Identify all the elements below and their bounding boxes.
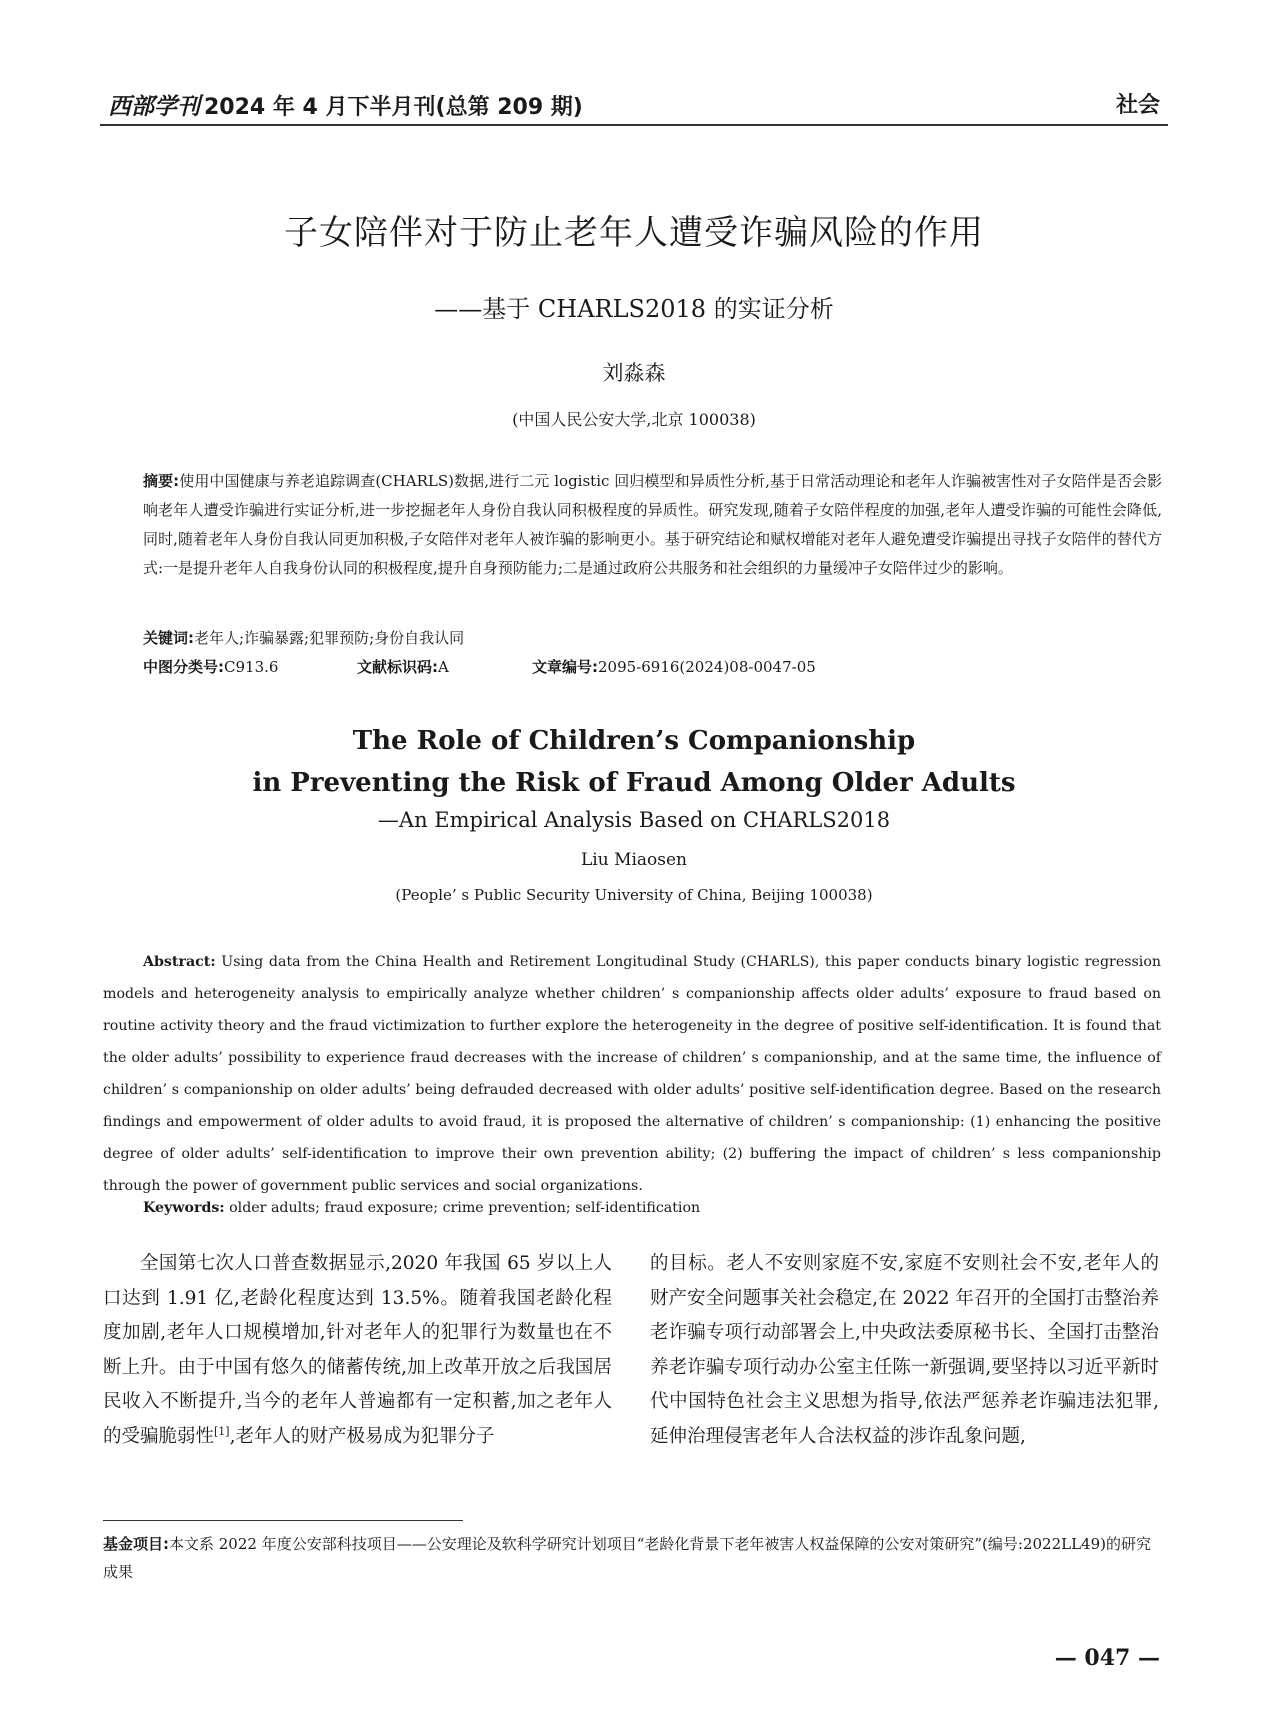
en-affiliation: (People’ s Public Security University of China, Beijing 100038) [395,886,873,904]
doc-code-group [357,656,532,677]
cn-abstract-label: 摘要: [143,472,180,490]
cn-keywords-text: 老年人;诈骗暴露;犯罪预防;身份自我认同 [194,629,465,647]
cn-classification-line [143,656,816,677]
article-no-value: 2095-6916(2024)08-0047-05 [598,658,816,676]
clc-value: C913.6 [224,658,279,676]
en-title-line1: The Role of Children’s Companionship [352,726,916,756]
journal-logo: 西部学刊 [108,93,200,120]
cn-abstract-text: 使用中国健康与养老追踪调查(CHARLS)数据,进行二元 logistic 回归模型和异质性分析,基于日常活动理论和老年人诈骗被害性对子女陪伴是否会影响老年人遭受诈骗进行实证分析,进一步挖掘老年人身份自我认同积极程度的异质性。研究发现,随着子女陪伴程度的加强,老年人遭受诈骗的可能性会降低,同时,随着老年人身份自我认同更加积极,子女陪伴对老年人被诈骗的影响更小。基于研究结论和赋权增能对老年人避免遭受诈骗提出寻找子女陪伴的替代方式:一是提升老年人自我身份认同的积极程度,提升自身预防能力;二是通过政府公共服务和社会组织的力量缓冲子女陪伴过少的影响。 [143,472,1163,577]
en-keywords-text: older adults; fraud exposure; crime prevention; self-identification [229,1200,701,1216]
issue-info: 2024 年 4 月下半月刊(总第 209 期) [204,95,583,120]
en-abstract-label: Abstract: [143,954,216,970]
en-keywords-label: Keywords: [143,1200,225,1216]
funding-text: 本文系 2022 年度公安部科技项目——公安理论及软科学研究计划项目“老龄化背景下老年被害人权益保障的公安对策研究”(编号:2022LL49)的研究成果 [103,1535,1151,1581]
cn-title: 子女陪伴对于防止老年人遭受诈骗风险的作用 [284,213,984,253]
page-number: — 047 — [1054,1645,1160,1671]
article-no-group [532,656,816,677]
body-column-left [103,1247,612,1454]
cn-subtitle: ——基于 CHARLS2018 的实证分析 [434,295,834,323]
doc-code-value: A [438,658,449,676]
cn-abstract [143,467,1162,583]
footnote-rule [103,1520,463,1521]
clc-group [143,656,357,677]
cn-keywords [143,627,464,648]
citation-marker: [1] [214,1424,230,1438]
funding-footnote [103,1530,1161,1586]
funding-label: 基金项目: [103,1535,169,1553]
en-abstract [103,946,1161,1202]
cn-affiliation: (中国人民公安大学,北京 100038) [512,410,756,429]
clc-label: 中图分类号: [143,658,224,676]
section-label: 社会 [1115,93,1160,118]
journal-header [108,88,583,121]
en-abstract-text: Using data from the China Health and Retirement Longitudinal Study (CHARLS), this paper conducts binary logistic regression models and heterogeneity analysis to empirically analyze whether children’ s companionship affects older adults’ exposure to fraud based on routine activity theory and the fraud victimization to further explore the heterogeneity in the degree of positive self-identification. It is found that the older adults’ possibility to experience fraud decreases with the increase of children’ s companionship, and at the same time, the influence of children’ s companionship on older adults’ being defrauded decreased with older adults’ positive self-identification degree. Based on the research findings and empowerment of older adults to avoid fraud, it is proposed the alternative of children’ s companionship: (1) enhancing the positive degree of older adults’ self-identification to improve their own prevention ability; (2) buffering the impact of children’ s less companionship through the power of government public services and social organizations. [103,954,1161,1194]
header-rule [100,124,1168,126]
doc-code-label: 文献标识码: [357,658,438,676]
en-title-line2: in Preventing the Risk of Fraud Among Older Adults [252,768,1016,798]
cn-keywords-label: 关键词: [143,629,194,647]
body-left-text: 全国第七次人口普查数据显示,2020 年我国 65 岁以上人口达到 1.91 亿,老龄化程度达到 13.5%。随着我国老龄化程度加剧,老年人口规模增加,针对老年人的犯罪行为数量也在不断上升。由于中国有悠久的储蓄传统,加上改革开放之后我国居民收入不断提升,当今的老年人普遍都有一定积蓄,加之老年人的受骗脆弱性 [103,1253,612,1447]
en-subtitle: —An Empirical Analysis Based on CHARLS2018 [377,808,891,832]
body-column-right: 的目标。老人不安则家庭不安,家庭不安则社会不安,老年人的财产安全问题事关社会稳定,在 2022 年召开的全国打击整治养老诈骗专项行动部署会上,中央政法委原秘书长、全国打击整治养老诈骗专项行动办公室主任陈一新强调,要坚持以习近平新时代中国特色社会主义思想为指导,依法严惩养老诈骗违法犯罪,延伸治理侵害老年人合法权益的涉诈乱象问题, [650,1253,1159,1447]
body-left-tail: ,老年人的财产极易成为犯罪分子 [229,1425,495,1447]
cn-author: 刘淼森 [602,361,666,385]
en-keywords [143,1200,700,1216]
en-author: Liu Miaosen [580,850,688,870]
article-no-label: 文章编号: [532,658,598,676]
